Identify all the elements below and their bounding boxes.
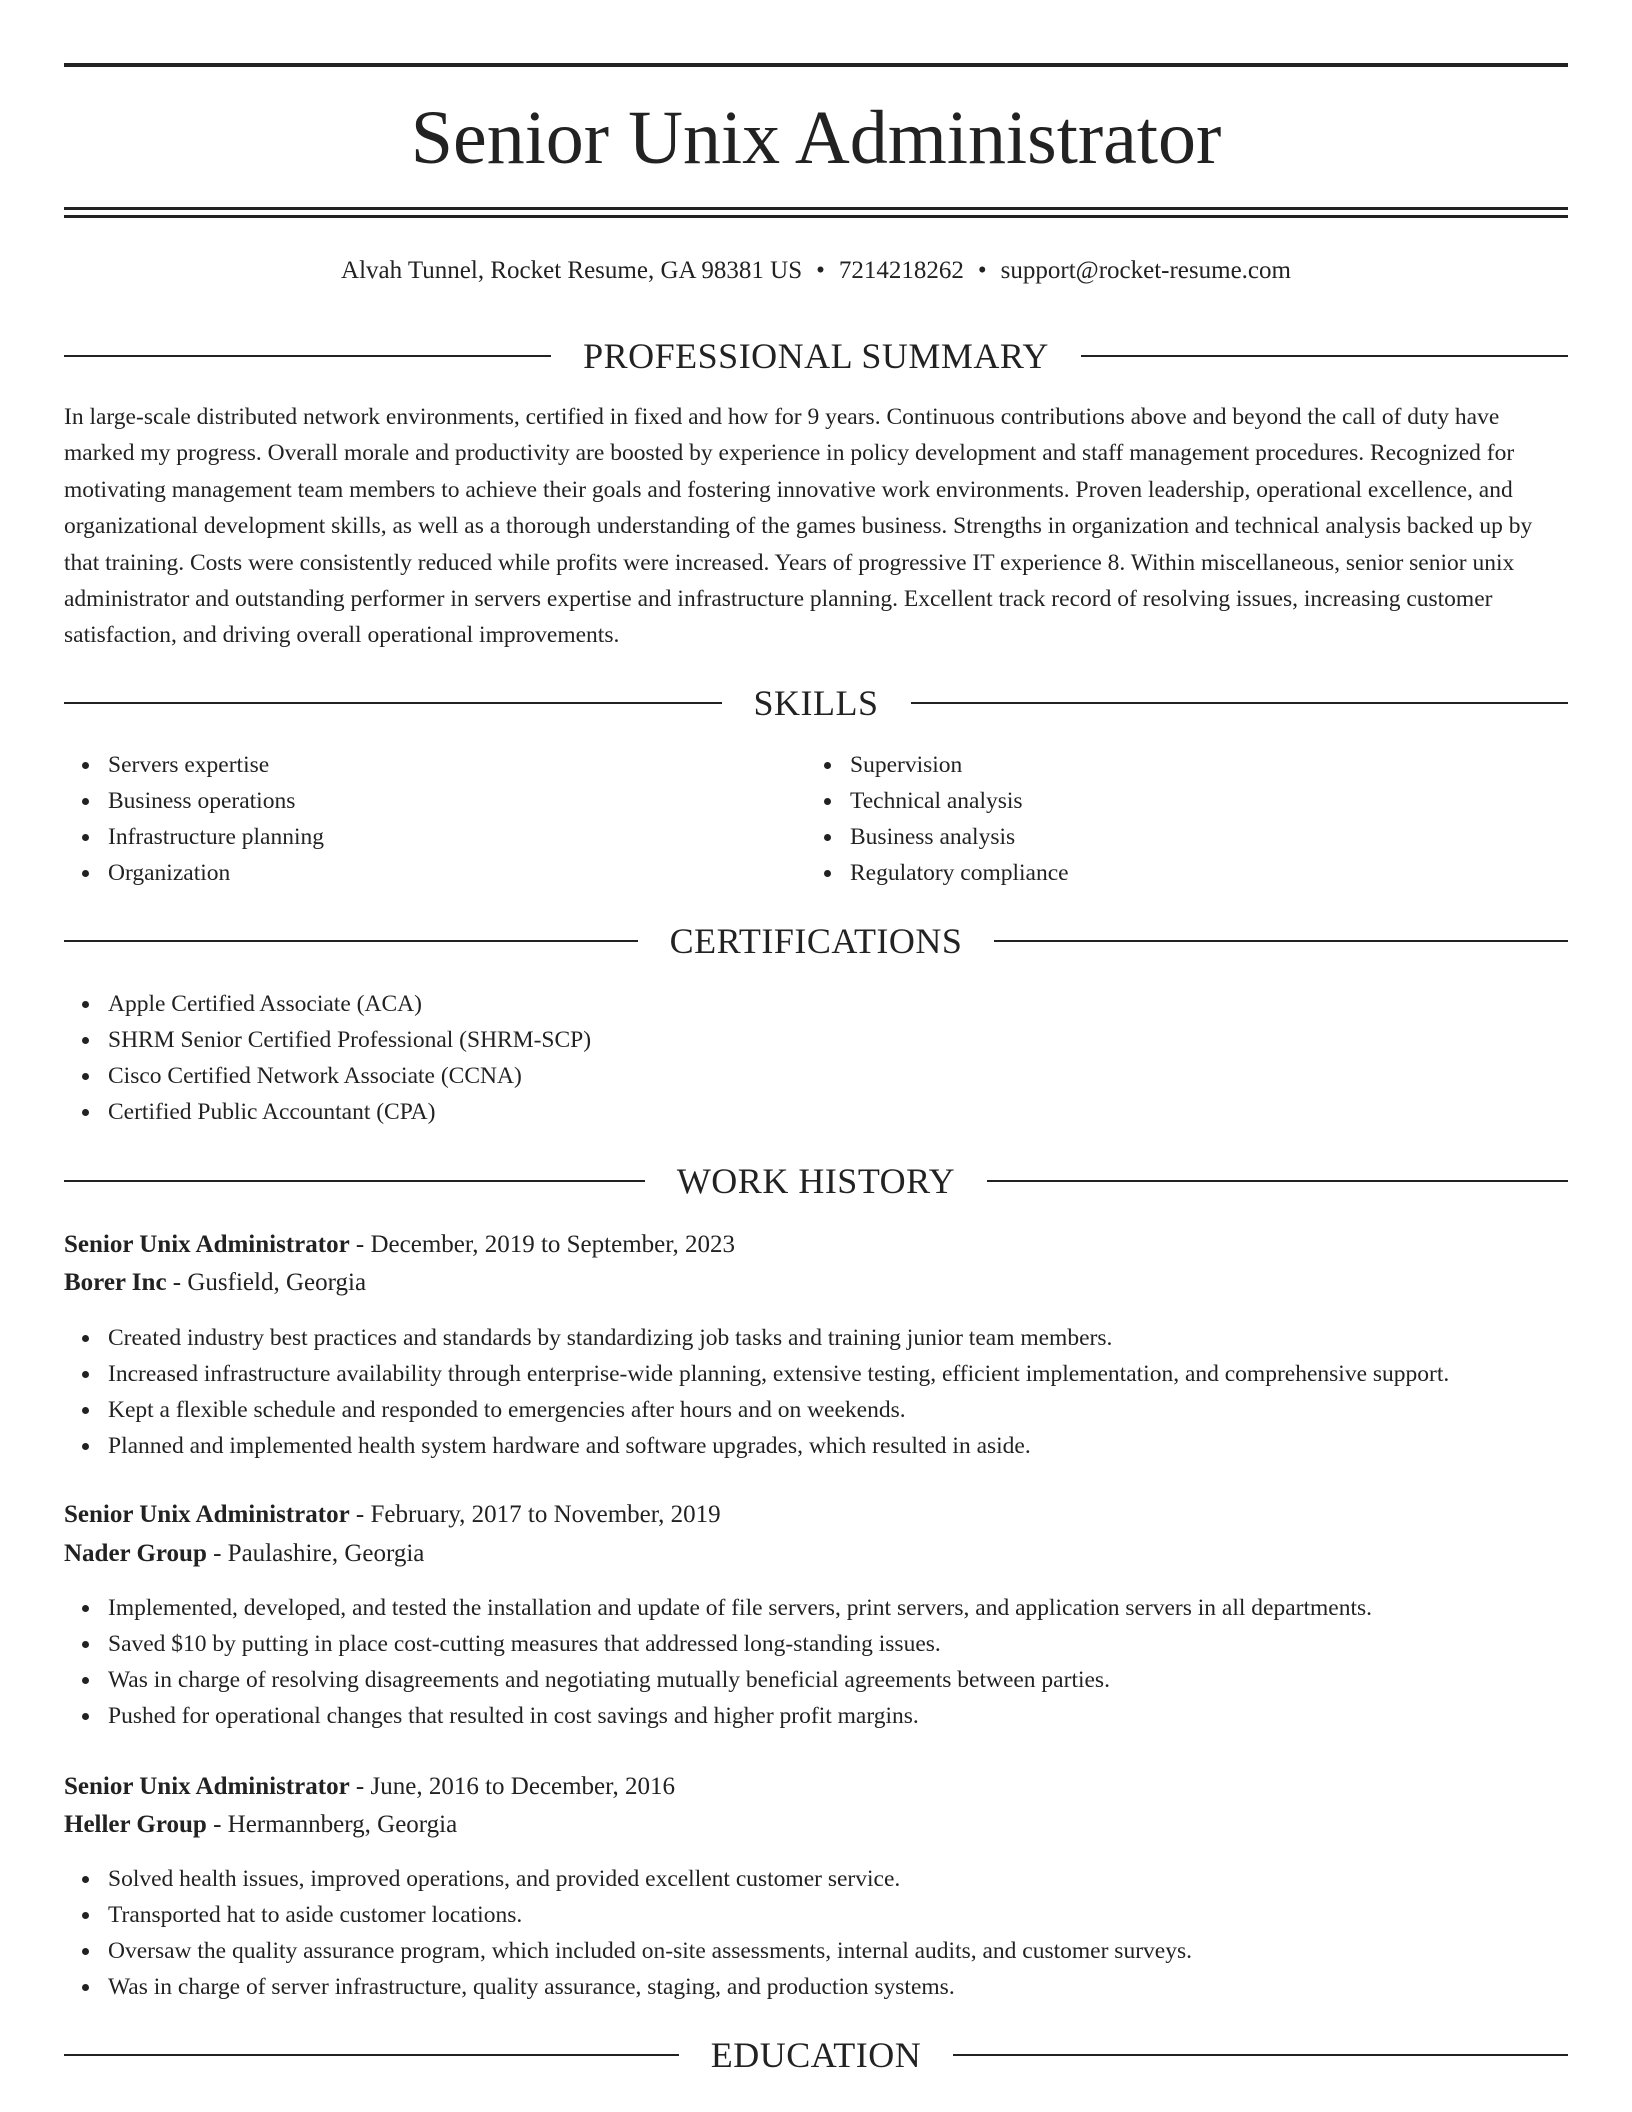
job-location: - Paulashire, Georgia	[206, 1540, 425, 1567]
skills-heading-label: SKILLS	[753, 683, 879, 723]
job-bullet: Planned and implemented health system hardware and software upgrades, which resulted in aside.	[108, 1428, 1568, 1464]
job-bullets	[64, 1861, 1568, 2005]
summary-heading-label: PROFESSIONAL SUMMARY	[583, 336, 1049, 376]
contact-phone: 7214218262	[838, 257, 964, 284]
heading-rule-left	[64, 355, 551, 357]
job-company: Borer Inc	[64, 1269, 167, 1296]
job-bullets	[64, 1320, 1568, 1464]
job-bullet: Kept a flexible schedule and responded to emergencies after hours and on weekends.	[108, 1392, 1568, 1428]
certification-item: SHRM Senior Certified Professional (SHRM-SCP)	[108, 1022, 1508, 1058]
skill-item: Business analysis	[850, 819, 1550, 855]
heading-rule-left	[64, 2054, 679, 2056]
job-company-line	[64, 1807, 457, 1843]
skill-item: Servers expertise	[108, 747, 808, 783]
skill-item: Technical analysis	[850, 783, 1550, 819]
job-location: - Gusfield, Georgia	[166, 1269, 367, 1296]
work-heading	[64, 1161, 1568, 1201]
contact-line	[64, 254, 1568, 288]
certifications-heading	[64, 921, 1568, 961]
job-dates: - June, 2016 to December, 2016	[349, 1773, 675, 1800]
job-title: Senior Unix Administrator	[64, 1231, 350, 1258]
job-title: Senior Unix Administrator	[64, 1773, 350, 1800]
skill-item: Infrastructure planning	[108, 819, 808, 855]
contact-separator: •	[816, 257, 825, 284]
education-heading-label: EDUCATION	[710, 2035, 922, 2075]
job-bullet: Transported hat to aside customer locations.	[108, 1897, 1568, 1933]
title-double-rule	[64, 207, 1568, 218]
skills-list-left	[64, 747, 808, 891]
top-rule	[64, 63, 1568, 67]
job-bullet: Created industry best practices and standards by standardizing job tasks and training junior team members.	[108, 1320, 1568, 1356]
heading-rule-left	[64, 702, 722, 704]
certification-item: Cisco Certified Network Associate (CCNA)	[108, 1058, 1508, 1094]
heading-rule-right	[987, 1180, 1568, 1182]
job-bullets	[64, 1590, 1568, 1734]
job-bullet: Pushed for operational changes that resulted in cost savings and higher profit margins.	[108, 1698, 1568, 1734]
contact-separator: •	[977, 257, 987, 284]
job-dates: - December, 2019 to September, 2023	[349, 1231, 736, 1258]
heading-rule-left	[64, 940, 638, 942]
job-title-line	[64, 1769, 675, 1805]
job-bullet: Solved health issues, improved operations, and provided excellent customer service.	[108, 1861, 1568, 1897]
job-location: - Hermannberg, Georgia	[206, 1811, 458, 1838]
summary-text: In large-scale distributed network environments, certified in fixed and how for 9 years. Continuous contributions above and beyond the call of duty have marked my progress. Overall morale and productivity are boosted by experience in policy development and staff management procedures. Recognized for motivating management team members to achieve their goals and fostering innovative work environments. Proven leadership, operational excellence, and organizational development skills, as well as a thorough understanding of the games business. Strengths in organization and technical analysis backed up by that training. Costs were consistently reduced while profits were increased. Years of progressive IT experience 8. Within miscellaneous, senior senior unix administrator and outstanding performer in servers expertise and infrastructure planning. Excellent track record of resolving issues, increasing customer satisfaction, and driving overall operational improvements.	[64, 404, 1533, 649]
skills-heading	[64, 683, 1568, 723]
heading-rule-left	[64, 1180, 645, 1182]
summary-heading	[64, 336, 1568, 376]
resume-title: Senior Unix Administrator	[410, 96, 1222, 180]
job-bullet: Oversaw the quality assurance program, which included on-site assessments, internal audits, and customer surveys.	[108, 1933, 1568, 1969]
contact-email: support@rocket-resume.com	[1000, 257, 1291, 284]
job-title: Senior Unix Administrator	[64, 1501, 350, 1528]
skills-list-right	[806, 747, 1550, 891]
certifications-heading-label: CERTIFICATIONS	[669, 921, 963, 961]
skill-item: Regulatory compliance	[850, 855, 1550, 891]
job-title-line	[64, 1227, 735, 1263]
skill-item: Supervision	[850, 747, 1550, 783]
job-bullet: Saved $10 by putting in place cost-cutting measures that addressed long-standing issues.	[108, 1626, 1568, 1662]
job-bullet: Increased infrastructure availability through enterprise-wide planning, extensive testing, efficient implementation, and comprehensive support.	[108, 1356, 1568, 1392]
job-company: Heller Group	[64, 1811, 207, 1838]
education-heading	[64, 2035, 1568, 2075]
contact-address: Alvah Tunnel, Rocket Resume, GA 98381 US	[341, 257, 803, 284]
certifications-list	[64, 986, 1508, 1130]
job-dates: - February, 2017 to November, 2019	[349, 1501, 721, 1528]
work-heading-label: WORK HISTORY	[676, 1161, 956, 1201]
heading-rule-right	[911, 702, 1569, 704]
job-bullet: Was in charge of server infrastructure, quality assurance, staging, and production systems.	[108, 1969, 1568, 2005]
job-company-line	[64, 1536, 424, 1572]
heading-rule-right	[953, 2054, 1568, 2056]
certification-item: Apple Certified Associate (ACA)	[108, 986, 1508, 1022]
heading-rule-right	[1081, 355, 1568, 357]
job-bullet: Implemented, developed, and tested the installation and update of file servers, print servers, and application servers in all departments.	[108, 1590, 1568, 1626]
job-title-line	[64, 1497, 721, 1533]
heading-rule-right	[994, 940, 1568, 942]
certification-item: Certified Public Accountant (CPA)	[108, 1094, 1508, 1130]
skill-item: Business operations	[108, 783, 808, 819]
job-bullet: Was in charge of resolving disagreements and negotiating mutually beneficial agreements between parties.	[108, 1662, 1568, 1698]
skill-item: Organization	[108, 855, 808, 891]
job-company-line	[64, 1265, 366, 1301]
job-company: Nader Group	[64, 1540, 207, 1567]
